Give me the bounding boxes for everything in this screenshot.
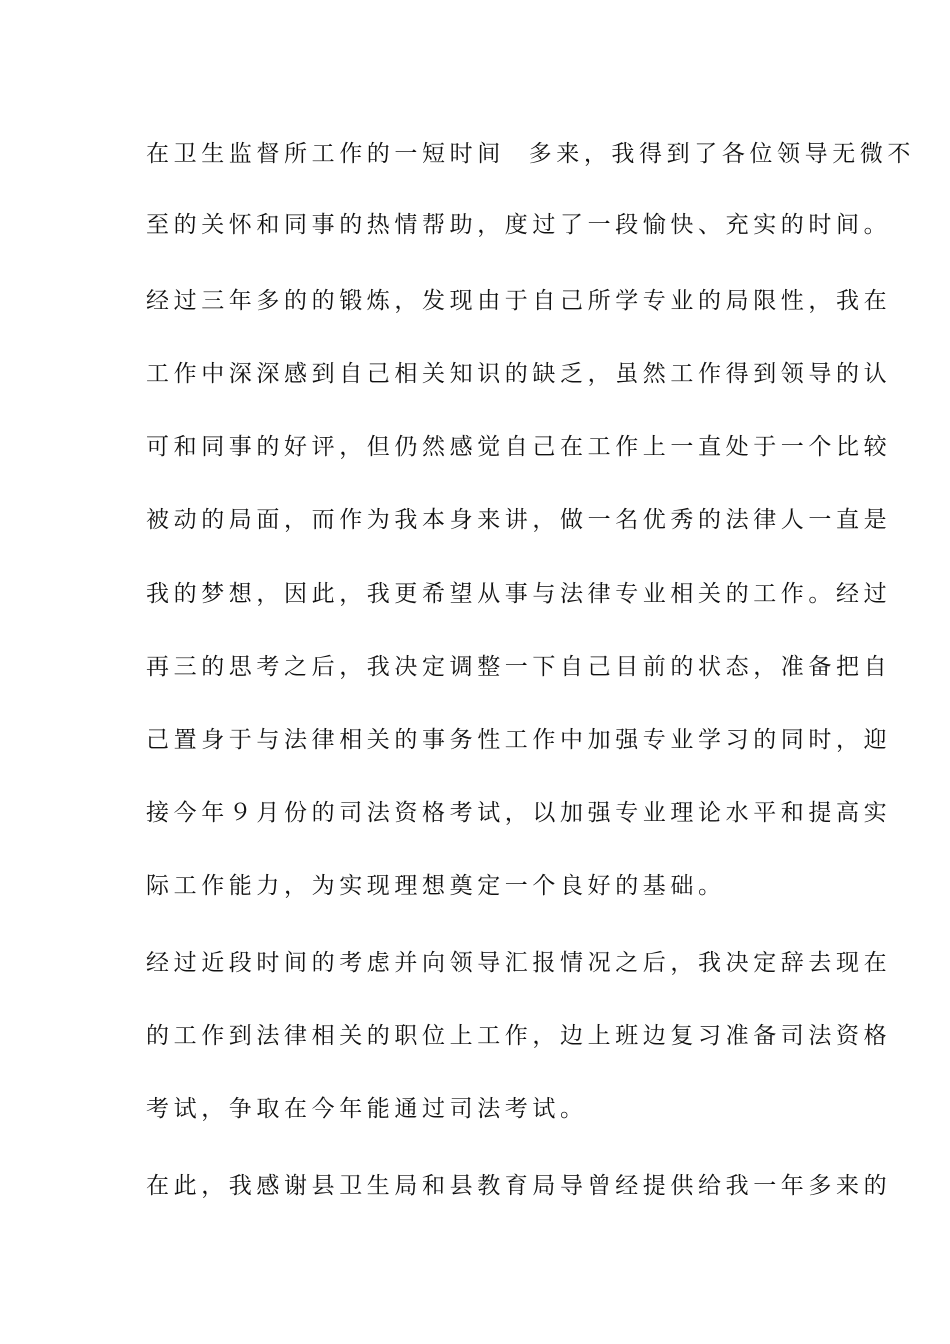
text-line: 经过三年多的的锻炼，发现由于自己所学专业的局限性，我在: [146, 288, 892, 314]
text-line: 的工作到法律相关的职位上工作，边上班边复习准备司法资格: [146, 1023, 892, 1049]
text-line: 际工作能力，为实现理想奠定一个良好的基础。: [146, 873, 726, 899]
text-line: 在此，我感谢县卫生局和县教育局导曾经提供给我一年多来的: [146, 1173, 892, 1199]
text-line: 至的关怀和同事的热情帮助，度过了一段愉快、充实的时间。: [146, 212, 892, 238]
text-line: 被动的局面，而作为我本身来讲，做一名优秀的法律人一直是: [146, 507, 892, 533]
text-line: 接今年９月份的司法资格考试，以加强专业理论水平和提高实: [146, 800, 892, 826]
text-line: 我的梦想，因此，我更希望从事与法律专业相关的工作。经过: [146, 581, 892, 607]
text-line: 可和同事的好评，但仍然感觉自己在工作上一直处于一个比较: [146, 434, 892, 460]
text-line: 己置身于与法律相关的事务性工作中加强专业学习的同时，迎: [146, 727, 892, 753]
text-line: 在卫生监督所工作的一短时间 多来，我得到了各位领导无微不: [146, 141, 916, 167]
text-line: 考试，争取在今年能通过司法考试。: [146, 1096, 588, 1122]
text-line: 经过近段时间的考虑并向领导汇报情况之后，我决定辞去现在: [146, 950, 892, 976]
text-line: 工作中深深感到自己相关知识的缺乏，虽然工作得到领导的认: [146, 361, 892, 387]
text-line: 再三的思考之后，我决定调整一下自己目前的状态，准备把自: [146, 654, 892, 680]
